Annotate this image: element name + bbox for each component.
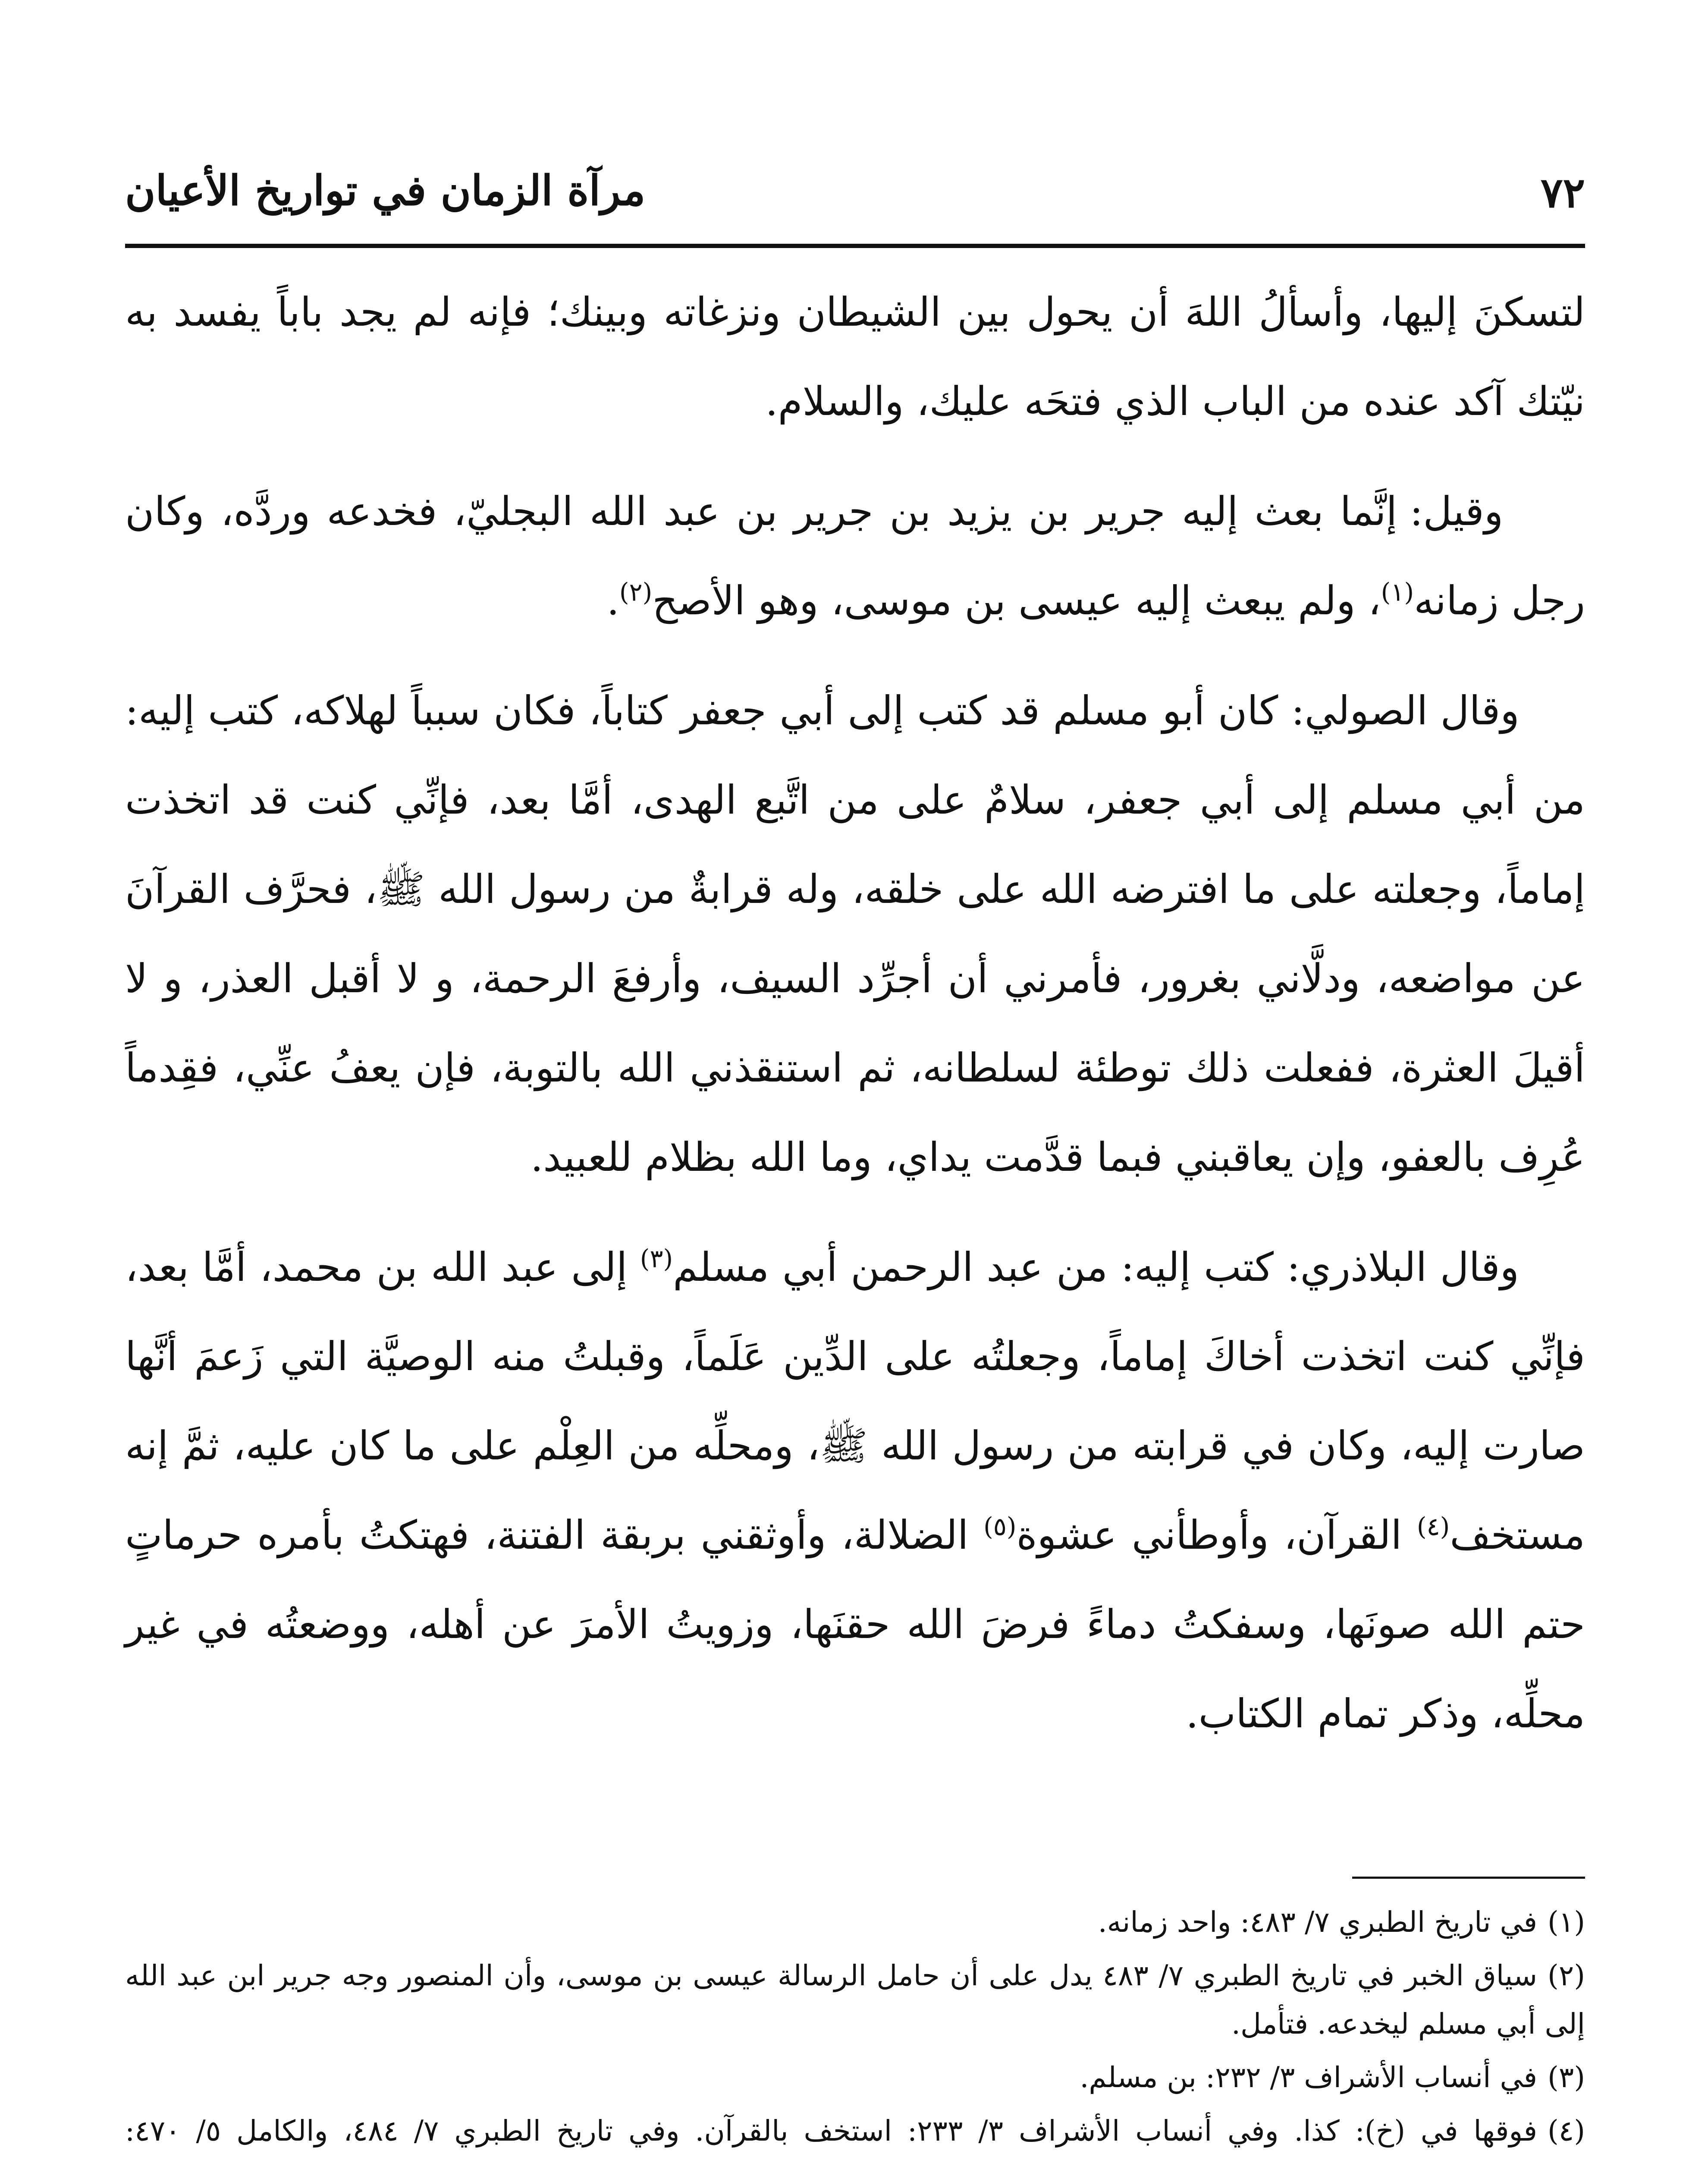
header-rule — [125, 244, 1585, 248]
footnote — [125, 1898, 1585, 1946]
paragraph: وقال البلاذري: كتب إليه: من عبد الرحمن أبي مسلم$^{(٣)}$ إلى عبد الله بن محمد، أمَّا بعد، فإنِّي كنت اتخذت أخاكَ إماماً، وجعلتُه على الدِّين عَلَماً، وقبلتُ منه الوصيَّة التي زَعمَ أنَّها صارت إليه، وكان في قرابته من رسول الله ﷺ، ومحلِّه من العِلْم على ما كان عليه، ثمَّ إنه مستخف$^{(٤)}$ القرآن، وأوطأني عشوة$^{(٥)}$ الضلالة، وأوثقني بربقة الفتنة، فهتكتُ بأمره حرماتٍ حتم الله صونَها، وسفكتُ دماءً فرضَ الله حقنَها، وزويتُ الأمرَ عن أهله، ووضعتُه في غير محلِّه، وذكر تمام الكتاب. — [125, 1244, 1586, 1737]
paragraph: لتسكنَ إليها، وأسألُ اللهَ أن يحول بين الشيطان ونزغاته وبينك؛ فإنه لم يجد باباً يفسد به نيّتك آكد عنده من الباب الذي فتحَه عليك، والسلام. — [125, 289, 1585, 424]
footnote — [125, 2053, 1585, 2102]
running-title: مرآة الزمان في تواريخ الأعيان — [125, 166, 646, 215]
page-header — [125, 142, 1585, 229]
footnote-number: (٤) — [1548, 2114, 1585, 2148]
footnote-ref: (٢) — [619, 577, 653, 607]
footnote — [125, 1952, 1585, 2048]
footnote-number: (٢) — [1548, 1959, 1585, 1992]
main-text — [125, 267, 1585, 1779]
footnote-text: في تاريخ الطبري ٧/ ٤٨٣: واحد زمانه. — [1098, 1905, 1538, 1939]
footnotes — [125, 1898, 1585, 2157]
footnote-rule — [1352, 1877, 1585, 1879]
footnote-ref: (٣) — [640, 1244, 673, 1273]
footnote-ref: (٥) — [983, 1512, 1017, 1541]
paragraph: وقال الصولي: كان أبو مسلم قد كتب إلى أبي جعفر كتاباً، فكان سبباً لهلاكه، كتب إليه: من أبي مسلم إلى أبي جعفر، سلامٌ على من اتَّبع الهدى، أمَّا بعد، فإنِّي كنت قد اتخذت إماماً، وجعلته على ما افترضه الله على خلقه، وله قرابةٌ من رسول الله ﷺ، فحرَّف القرآنَ عن مواضعه، ودلَّاني بغرور، فأمرني أن أجرِّد السيف، وأرفعَ الرحمة، و لا أقبل العذر، و لا أقيلَ العثرة، ففعلت ذلك توطئة لسلطانه، ثم استنقذني الله بالتوبة، فإن يعفُ عنِّي، فقِدماً عُرِف بالعفو، وإن يعاقبني فبما قدَّمت يداي، وما الله بظلام للعبيد. — [125, 688, 1585, 1180]
paragraph: وقيل: إنَّما بعث إليه جرير بن يزيد بن جرير بن عبد الله البجليّ، فخدعه وردَّه، وكان رجل زمانه$^{(١)}$، ولم يبعث إليه عيسى بن موسى، وهو الأصح$^{(٢)}$. — [125, 488, 1585, 624]
footnote-number: (١) — [1548, 1905, 1585, 1939]
footnote-ref: (٤) — [1416, 1512, 1450, 1541]
footnote-number: (٣) — [1548, 2061, 1585, 2094]
footnote-ref: (١) — [1381, 577, 1414, 607]
footnote-text: سياق الخبر في تاريخ الطبري ٧/ ٤٨٣ يدل على أن حامل الرسالة عيسى بن موسى، وأن المنصور وجه جرير ابن عبد الله إلى أبي مسلم ليخدعه. فتأمل. — [125, 1959, 1585, 2041]
footnote — [125, 2107, 1585, 2157]
footnote-text: في أنساب الأشراف ٣/ ٢٣٢: بن مسلم. — [1080, 2061, 1538, 2094]
page-number: ٧٢ — [1540, 168, 1585, 217]
footnote-text: فوقها في (خ): كذا. وفي أنساب الأشراف ٣/ ٢٣٣: استخف بالقرآن. وفي تاريخ الطبري ٧/ ٤٨٤، والكامل ٥/ ٤٧٠: — [125, 2114, 1538, 2148]
